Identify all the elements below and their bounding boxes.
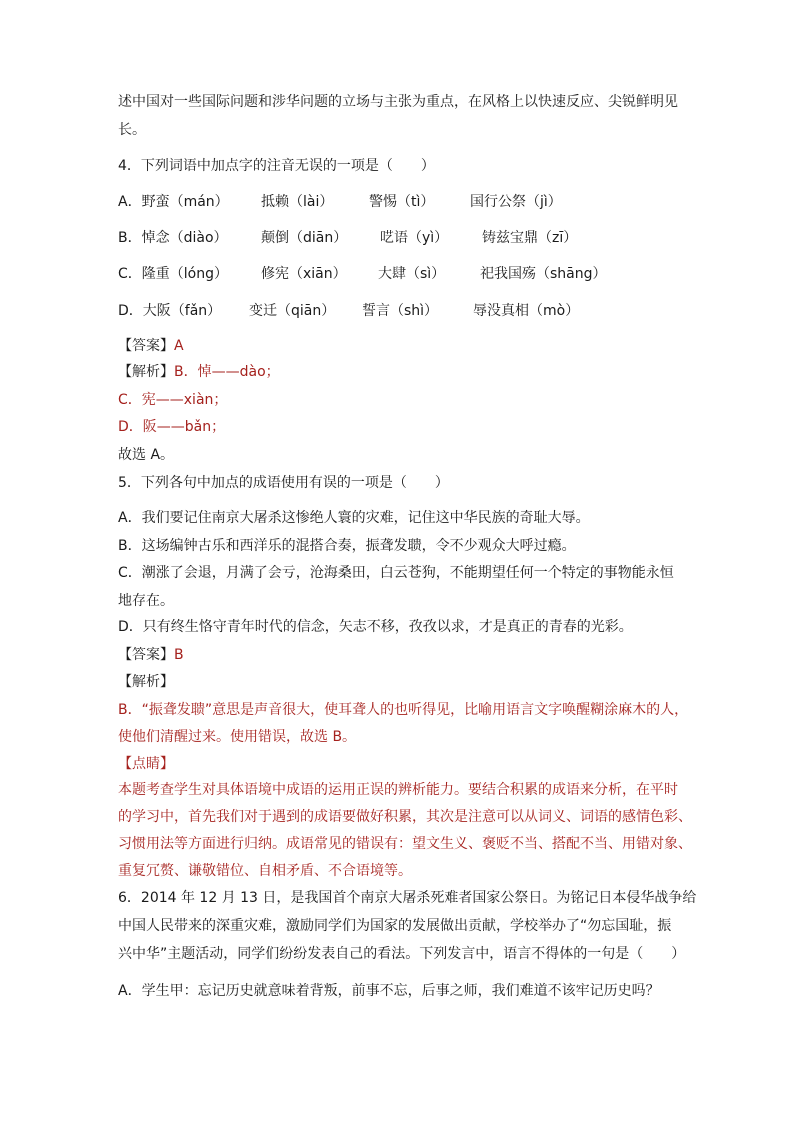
q4-analysis-line-1: B．悼——dào；: [174, 364, 280, 380]
q5-tip-line-3: 习惯用法等方面进行归纳。成语常见的错误有：望文生义、褒贬不当、搭配不当、用错对象、: [118, 836, 692, 852]
q5-tip-line-1: 本题考查学生对具体语境中成语的运用正误的辨析能力。要结合积累的成语来分析，在平时: [118, 782, 678, 798]
q4-option-d-3: 誓言（shì）: [362, 303, 439, 319]
q5-option-b: B．这场编钟古乐和西洋乐的混搭合奏，振聋发聩，令不少观众大呼过瘾。: [118, 538, 576, 554]
q4-option-b-3: 呓语（yì）: [380, 230, 449, 246]
q4-option-d-4: 辱没真相（mò）: [473, 303, 580, 319]
q4-option-a-1: A．野蛮（mán）: [118, 194, 229, 210]
q5-stem: 5．下列各句中加点的成语使用有误的一项是（ ）: [118, 475, 449, 491]
q4-option-b-2: 颠倒（diān）: [261, 230, 348, 246]
q4-option-c-1: C．隆重（lóng）: [118, 266, 228, 282]
q5-tip-tag: 【点睛】: [118, 756, 174, 772]
q4-option-c-3: 大肆（sì）: [378, 266, 446, 282]
q4-analysis-line-3: D．阪——bǎn；: [118, 419, 226, 435]
q5-answer-tag: 【答案】: [118, 647, 174, 663]
q5-option-a: A．我们要记住南京大屠杀这惨绝人寰的灾难，记住这中华民族的奇耻大辱。: [118, 510, 590, 526]
q4-option-b-1: B．悼念（diào）: [118, 230, 228, 246]
q4-option-a-4: 国行公祭（jì）: [470, 194, 562, 210]
q4-option-c-2: 修宪（xiān）: [261, 266, 347, 282]
q4-option-b-4: 铸兹宝鼎（zī）: [482, 230, 578, 246]
q6-stem-line-2: 中国人民带来的深重灾难，激励同学们为国家的发展做出贡献，学校举办了“勿忘国耻，振: [118, 918, 672, 934]
q4-stem: 4．下列词语中加点字的注音无误的一项是（ ）: [118, 158, 435, 174]
q4-option-a-3: 警惕（tì）: [369, 194, 435, 210]
q5-option-c-cont: 地存在。: [118, 593, 174, 609]
q4-option-d-1: D．大阪（fǎn）: [118, 303, 222, 319]
q5-option-d: D．只有终生恪守青年时代的信念，矢志不移，孜孜以求，才是真正的青春的光彩。: [118, 619, 633, 635]
q6-stem-line-3: 兴中华”主题活动，同学们纷纷发表自己的看法。下列发言中，语言不得体的一句是（ ）: [118, 946, 686, 962]
q4-analysis-line-2: C．宪——xiàn；: [118, 392, 228, 408]
q5-tip-line-2: 的学习中，首先我们对于遇到的成语要做好积累，其次是注意可以从词义、词语的感情色彩、: [118, 809, 692, 825]
q4-answer: [118, 336, 184, 356]
q4-analysis-tag: 【解析】: [118, 364, 174, 380]
intro-line-1: 述中国对一些国际问题和涉华问题的立场与主张为重点，在风格上以快速反应、尖锐鲜明见: [118, 94, 678, 110]
q4-option-c-4: 祀我国殇（shāng）: [480, 266, 607, 282]
q5-answer-value: B: [174, 647, 184, 663]
q6-stem-line-1: 6．2014 年 12 月 13 日，是我国首个南京大屠杀死难者国家公祭日。为铭记日本侵华战争给: [118, 890, 697, 906]
intro-line-2: 长。: [118, 122, 146, 138]
q5-answer: [118, 645, 184, 665]
q5-analysis-tag: 【解析】: [118, 674, 174, 690]
q6-option-a: A．学生甲：忘记历史就意味着背叛，前事不忘，后事之师，我们难道不该牢记历史吗？: [118, 983, 660, 999]
q5-analysis-line-1: B．“振聋发聩”意思是声音很大，使耳聋人的也听得见，比喻用语言文字唤醒糊涂麻木的人，: [118, 702, 689, 718]
q4-analysis: [118, 362, 280, 382]
q5-option-c: C．潮涨了会退，月满了会亏，沧海桑田，白云苍狗，不能期望任何一个特定的事物能永恒: [118, 565, 674, 581]
q4-conclusion: 故选 A。: [118, 447, 175, 463]
q4-answer-tag: 【答案】: [118, 338, 174, 354]
q4-option-d-2: 变迁（qiān）: [249, 303, 336, 319]
q5-tip-line-4: 重复冗赘、谦敬错位、自相矛盾、不合语境等。: [118, 863, 412, 879]
q5-analysis-line-2: 使他们清醒过来。使用错误，故选 B。: [118, 729, 357, 745]
q4-option-a-2: 抵赖（lài）: [261, 194, 334, 210]
q4-answer-value: A: [174, 338, 184, 354]
